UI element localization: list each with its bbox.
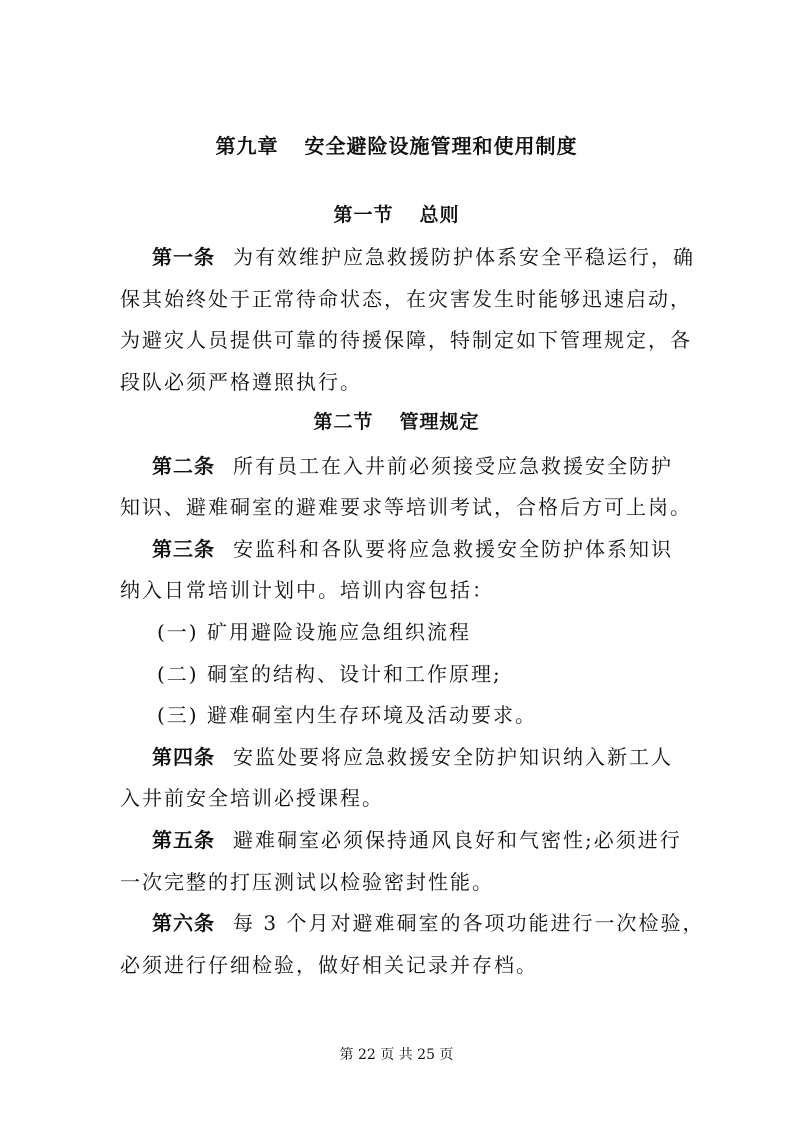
article-2-line-2: 知识、避难硐室的避难要求等培训考试，合格后方可上岗。 [120,495,692,519]
article-3-item-1: (一) 矿用避险设施应急组织流程 [157,620,471,644]
chapter-title-text: 安全避险设施管理和使用制度 [304,134,578,158]
article-5-line-2: 一次完整的打压测试以检验密封性能。 [120,870,494,894]
article-6-text: 每 3 个月对避难硐室的各项功能进行一次检验， [233,911,705,935]
section-title-general [0,200,793,227]
article-4-line-1 [152,741,673,770]
article-2-line-1 [152,450,673,479]
article-4-text: 安监处要将应急救援安全防护知识纳入新工人 [233,745,673,769]
article-3-line-2: 纳入日常培训计划中。培训内容包括： [120,578,494,602]
section-label: 第一节 [333,204,394,226]
article-3-term: 第三条 [152,537,215,561]
article-1-term: 第一条 [152,245,215,269]
article-4-term: 第四条 [152,745,215,769]
article-3-text: 安监科和各队要将应急救援安全防护体系知识 [233,537,673,561]
article-1-line-3: 为避灾人员提供可靠的待援保障，特制定如下管理规定，各 [120,328,692,352]
section-title-text: 总则 [419,204,460,226]
article-1-text: 为有效维护应急救援防护体系安全平稳运行，确 [233,245,695,269]
article-5-term: 第五条 [152,828,215,852]
article-5-line-1 [152,824,682,853]
chapter-label: 第九章 [215,134,279,158]
article-3-item-3: (三) 避难硐室内生存环境及活动要求。 [157,703,537,727]
article-3-item-2: (二) 硐室的结构、设计和工作原理; [157,662,502,686]
article-6-term: 第六条 [152,911,215,935]
section-title-text: 管理规定 [399,411,480,433]
chapter-title [0,130,793,159]
article-6-line-1 [152,907,704,936]
article-2-term: 第二条 [152,454,215,478]
article-1-line-1 [152,241,695,270]
article-6-line-2: 必须进行仔细检验，做好相关记录并存档。 [120,953,538,977]
article-1-line-2: 保其始终处于正常待命状态，在灾害发生时能够迅速启动， [120,287,692,311]
article-4-line-2: 入井前安全培训必授课程。 [120,786,384,810]
section-title-management [0,407,793,434]
article-2-text: 所有员工在入井前必须接受应急救援安全防护 [233,454,673,478]
page-footer: 第 22 页 共 25 页 [339,1047,454,1063]
article-3-line-1 [152,533,673,562]
article-1-line-4: 段队必须严格遵照执行。 [120,370,362,394]
section-label: 第二节 [313,411,374,433]
article-5-text: 避难硐室必须保持通风良好和气密性;必须进行 [233,828,682,852]
